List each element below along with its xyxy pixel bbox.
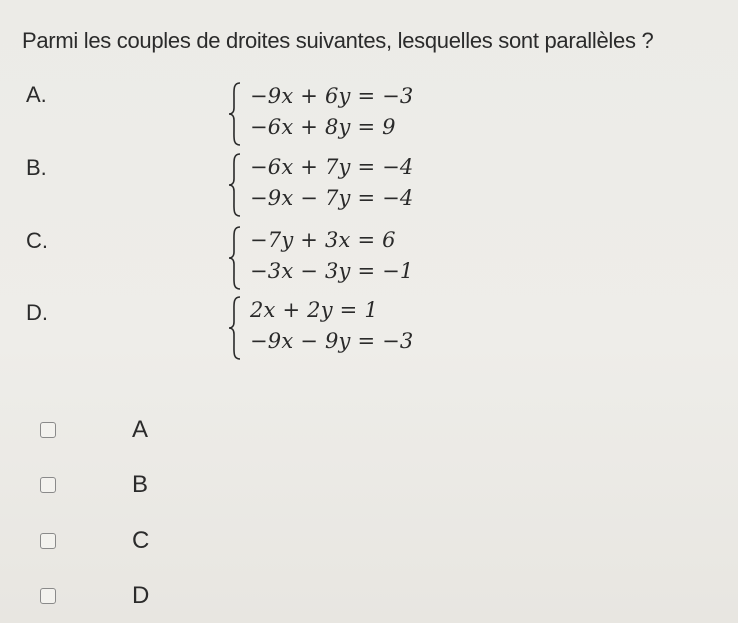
choice-label-c: C — [132, 527, 150, 554]
checkbox-c[interactable] — [40, 533, 56, 549]
equation-line-1: −9x + 6y = −3 — [250, 84, 414, 108]
equation-line-1: −7y + 3x = 6 — [250, 228, 396, 252]
equation-line-2: −9x − 7y = −4 — [250, 186, 414, 210]
answer-choice-c[interactable] — [40, 523, 200, 557]
equation-system-b — [228, 153, 448, 217]
equation-system-c — [228, 226, 448, 290]
choice-label-a: A — [132, 416, 149, 443]
checkbox-b[interactable] — [40, 477, 56, 493]
equation-line-2: −3x − 3y = −1 — [250, 259, 414, 283]
answer-choice-d[interactable] — [40, 578, 200, 612]
checkbox-d[interactable] — [40, 588, 56, 604]
option-letter-a: A. — [26, 82, 47, 107]
equation-line-1: −6x + 7y = −4 — [250, 155, 414, 179]
equation-system-d — [228, 296, 448, 360]
choice-label-d: D — [132, 582, 150, 609]
equation-line-2: −9x − 9y = −3 — [250, 329, 414, 353]
brace-icon — [228, 296, 242, 360]
option-letter-b: B. — [26, 155, 47, 180]
answer-choice-a[interactable] — [40, 412, 200, 446]
choice-label-b: B — [132, 471, 149, 498]
answer-choice-b[interactable] — [40, 467, 200, 501]
brace-icon — [228, 82, 242, 146]
equation-line-2: −6x + 8y = 9 — [250, 115, 396, 139]
checkbox-a[interactable] — [40, 422, 56, 438]
brace-icon — [228, 226, 242, 290]
question-text: Parmi les couples de droites suivantes, lesquelles sont parallèles ? — [22, 28, 654, 53]
equation-line-1: 2x + 2y = 1 — [250, 298, 378, 322]
option-letter-c: C. — [26, 228, 48, 253]
equation-system-a — [228, 82, 448, 146]
brace-icon — [228, 153, 242, 217]
option-letter-d: D. — [26, 300, 48, 325]
